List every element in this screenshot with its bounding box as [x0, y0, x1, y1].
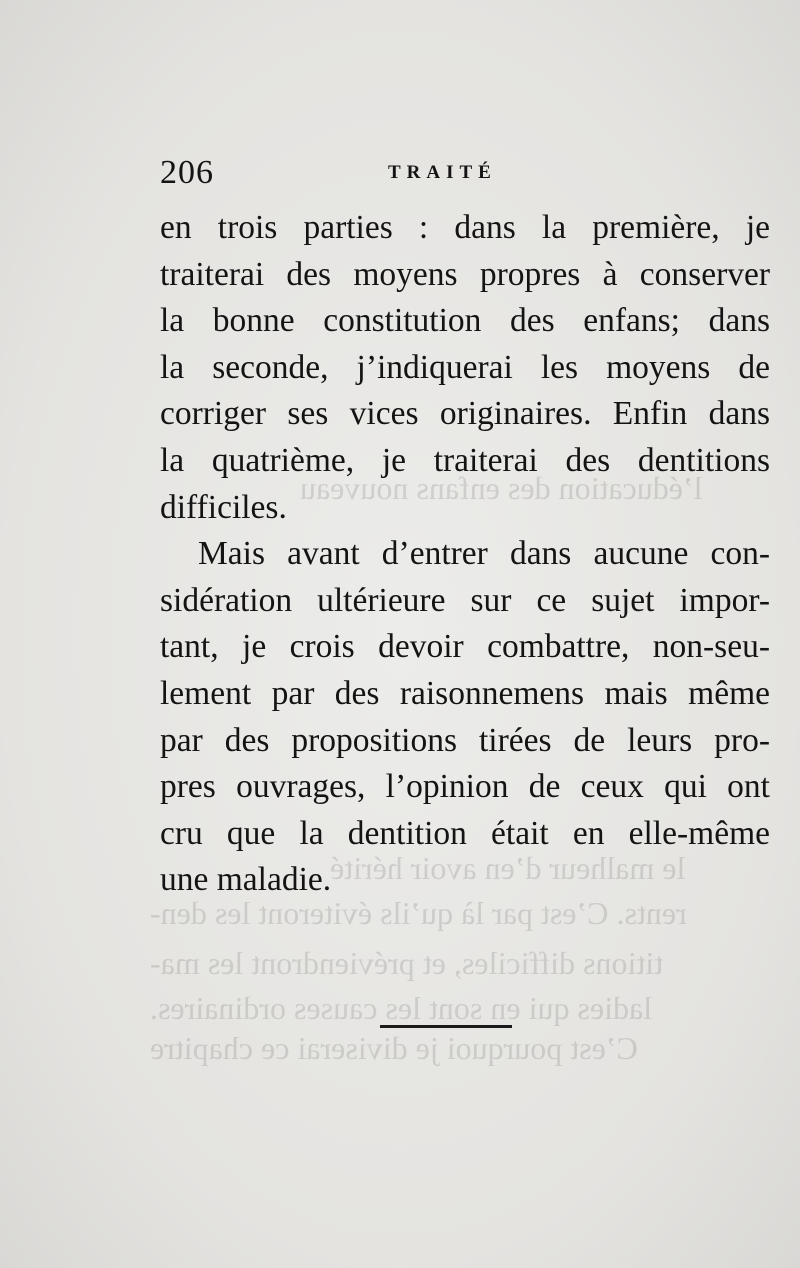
- text-line: traiterai des moyens propres à conserver: [160, 255, 770, 293]
- text-line: une maladie.: [160, 861, 332, 899]
- body-text: [160, 205, 770, 904]
- paragraph: [160, 531, 770, 904]
- text-line: par des propositions tirées de leurs pro-: [160, 721, 770, 759]
- text-line: Mais avant d’entrer dans aucune con-: [198, 535, 770, 573]
- text-line: corriger ses vices originaires. Enfin dans: [160, 395, 770, 433]
- text-line: sidération ultérieure sur ce sujet impor-: [160, 581, 770, 619]
- page-number: 206: [160, 154, 214, 191]
- text-line: la quatrième, je traiterai des dentitions: [160, 441, 770, 479]
- text-line: difficiles.: [160, 488, 287, 526]
- text-line: la seconde, j’indiquerai les moyens de: [160, 348, 770, 386]
- page-header: [160, 150, 780, 200]
- bleed-through-background: l’éducation des enfans nouveau le malheur d’en avoir hérité rents. C’est par là qu’ils éviteront les den- titions difficiles, et préviendront les ma- ladies qui en sont les causes ordinaires. C’est pourquoi je diviserai ce chapitre: [150, 470, 703, 1066]
- text-line: en trois parties : dans la première, je: [160, 209, 770, 246]
- text-line: pres ouvrages, l’opinion de ceux qui ont: [160, 768, 770, 806]
- text-line: la bonne constitution des enfans; dans: [160, 302, 770, 340]
- text-line: lement par des raisonnemens mais même: [160, 674, 770, 712]
- text-line: tant, je crois devoir combattre, non-seu-: [160, 628, 770, 666]
- paragraph: [160, 205, 770, 531]
- running-head: TRAITÉ: [388, 162, 497, 183]
- section-divider: [380, 1025, 512, 1028]
- text-line: cru que la dentition était en elle-même: [160, 814, 770, 852]
